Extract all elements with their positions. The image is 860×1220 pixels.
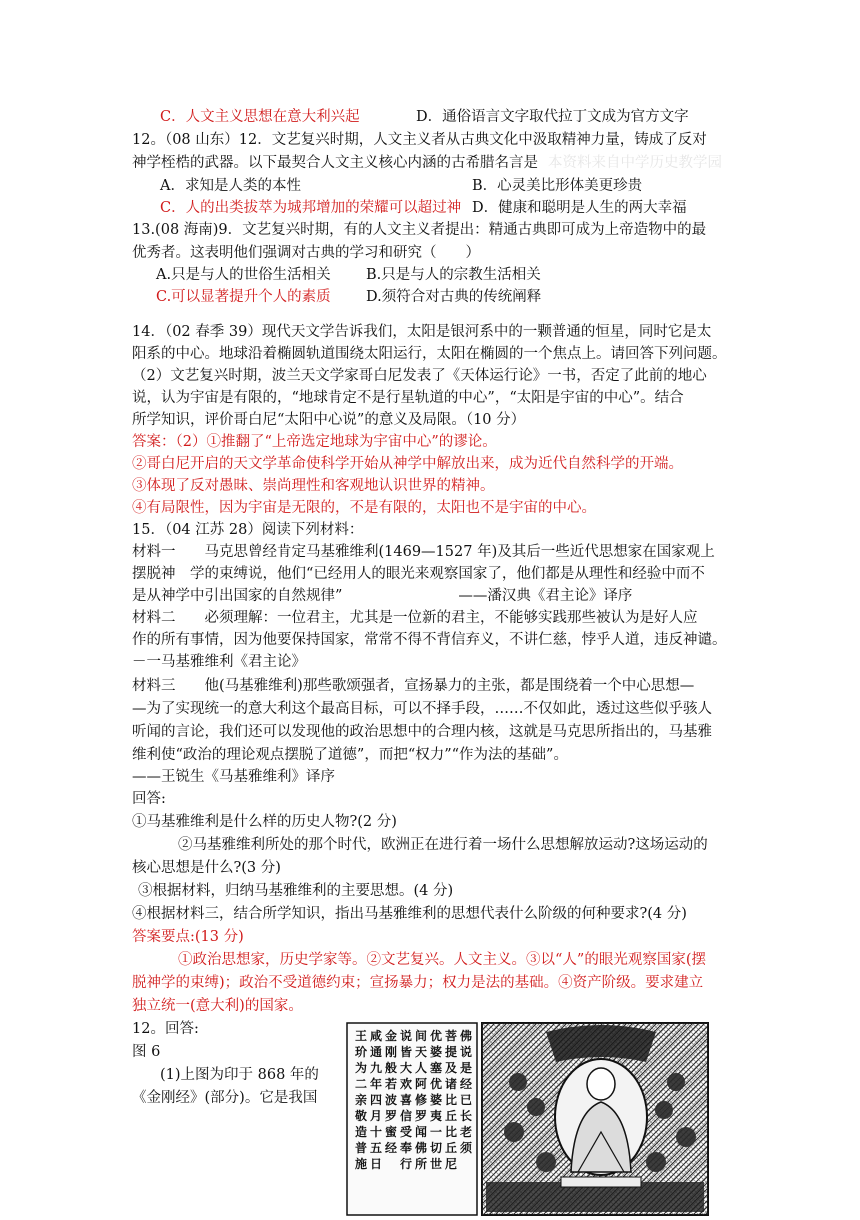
q15-heading: 15．（04 江苏 28）阅读下列材料： [132,522,364,538]
material1-line3: 是从神学中引出国家的自然规律” ——潘汉典《君主论》译序 [132,588,633,604]
q13-option-a: A.只是与人的世俗生活相关 [156,267,331,283]
scroll-glyph: 日 [369,1157,383,1171]
q15-sub3: ③根据材料，归纳马基雅维利的主要思想。(4 分) [138,883,454,899]
scroll-glyph: 王 [354,1029,368,1043]
scroll-glyph: 欢 [399,1077,413,1091]
scroll-glyph: 切 [429,1141,443,1155]
scroll-glyph: 长 [459,1109,473,1123]
scroll-glyph: 说 [459,1045,473,1059]
scroll-glyph: 丘 [444,1141,458,1155]
scroll-glyph: 蜜 [384,1125,398,1139]
scroll-glyph: 比 [444,1125,458,1139]
scroll-glyph: 般 [384,1061,398,1075]
q14-line3: （2）文艺复兴时期，波兰天文学家哥白尼发表了《天体运行论》一书，否定了此前的地心 [132,368,707,384]
scroll-glyph: 人 [414,1061,428,1075]
scroll-glyph: 天 [414,1045,428,1059]
scroll-glyph: 提 [444,1045,458,1059]
scroll-glyph: 为 [354,1061,368,1075]
scroll-glyph: 喜 [399,1093,413,1107]
scroll-glyph: 佛 [414,1141,428,1155]
q15-answer-line2: 脱神学的束缚)；政治不受道德约束；宣扬暴力；权力是法的基础。④资产阶级。要求建立 [132,975,704,991]
scroll-glyph: 优 [429,1029,443,1043]
scroll-glyph: 经 [384,1141,398,1155]
q14-line5: 所学知识，评价哥白尼“太阳中心说”的意义及局限。（10 分） [132,412,526,428]
q13-option-b: B.只是与人的宗教生活相关 [366,267,541,283]
scroll-glyph: 五 [369,1141,383,1155]
material3-line4: 维利使“政治的理论观点摆脱了道德”，而把“权力”“作为法的基础”。 [132,747,568,763]
scroll-glyph: 闻 [414,1125,428,1139]
q14-answer-4: ④有局限性，因为宇宙是无限的，不是有限的，太阳也不是宇宙的中心。 [132,500,596,516]
scroll-glyph: 九 [369,1061,383,1075]
scroll-glyph: 二 [354,1077,368,1091]
material1-line1: 材料一 马克思曾经肯定马基雅维利(1469—1527 年)及其后一些近代思想家在国家观上 [132,544,715,560]
scroll-glyph: 佛 [459,1029,473,1043]
q15-answer-heading: 答案要点:(13 分) [132,929,244,945]
q15-sub4: ④根据材料三，结合所学知识，指出马基雅维利的思想代表什么阶级的何种要求?(4 分) [132,906,687,922]
scroll-glyph: 间 [414,1029,428,1043]
q14-answer-1: 答案：（2）①推翻了“上帝选定地球为宇宙中心”的谬论。 [132,434,497,450]
material2-source: －一马基雅维利《君主论》 [132,654,306,670]
q11-option-d: D．通俗语言文字取代拉丁文成为官方文字 [416,109,689,125]
q13-option-c: C.可以显著提升个人的素质 [156,289,331,305]
scroll-glyph: 敬 [354,1109,368,1123]
q14-answer-3: ③体现了反对愚昧、崇尚理性和客观地认识世界的精神。 [132,478,495,494]
q15-answer-line1: ①政治思想家，历史学家等。②文艺复兴。人文主义。③以“人”的眼光观察国家(摆 [178,952,706,968]
q12b-heading: 12。回答: [132,1021,199,1037]
scroll-glyph: 说 [399,1029,413,1043]
q15-sub1: ①马基雅维利是什么样的历史人物?(2 分) [132,814,397,830]
scroll-glyph: 夷 [429,1109,443,1123]
scroll-glyph: 施 [354,1157,368,1171]
q15-sub2-line1: ②马基雅维利所处的那个时代，欧洲正在进行着一场什么思想解放运动?这场运动的 [178,837,708,853]
scroll-glyph: 大 [399,1061,413,1075]
scroll-glyph: 刚 [384,1045,398,1059]
scroll-glyph: 月 [369,1109,383,1123]
q12-option-d: D．健康和聪明是人生的两大幸福 [472,200,687,216]
q13-option-d: D.须符合对古典的传统阐释 [366,289,542,305]
scroll-glyph: 阿 [414,1077,428,1091]
q13-stem-line1: 13.(08 海南)9．文艺复兴时期，有的人文主义者提出：精通古典即可成为上帝造物中的最 [132,222,707,238]
material3-line3: 听闻的言论，我们还可以发现他的政治思想中的合理内核，这就是马克思所指出的，马基雅 [132,724,712,740]
q12-stem-line2: 神学桎梏的武器。以下最契合人文主义核心内涵的古希腊名言是 [132,155,538,171]
scroll-glyph: 是 [459,1061,473,1075]
scroll-glyph: 所 [414,1157,428,1171]
q14-line1: 14．（02 春季 39）现代天文学告诉我们，太阳是银河系中的一颗普通的恒星，同时它是太 [132,324,712,340]
scroll-glyph: 须 [459,1141,473,1155]
scroll-glyph: 造 [354,1125,368,1139]
material1-line2: 摆脱神 学的束缚说，他们“已经用人的眼光来观察国家了，他们都是从理性和经验中而不 [132,566,705,582]
scroll-glyph: 年 [369,1077,383,1091]
scroll-glyph: 波 [384,1093,398,1107]
scroll-glyph: 玠 [354,1045,368,1059]
scroll-glyph: 老 [459,1125,473,1139]
material2-line1: 材料二 必须理解：一位君主，尤其是一位新的君主，不能够实践那些被认为是好人应 [132,610,698,626]
scroll-glyph: 诸 [444,1077,458,1091]
q14-line2: 阳系的中心。地球沿着椭圆轨道围绕太阳运行，太阳在椭圆的一个焦点上。请回答下列问题。 [132,346,727,362]
scroll-glyph: 及 [444,1061,458,1075]
scroll-glyph: 婆 [429,1045,443,1059]
q12-option-b: B．心灵美比形体美更珍贵 [472,178,643,194]
scroll-glyph: 修 [414,1093,428,1107]
scroll-glyph: 信 [399,1109,413,1123]
scroll-glyph: 受 [399,1125,413,1139]
scroll-glyph: 罗 [384,1109,398,1123]
figure-label: 图 6 [132,1044,161,1060]
q15-answer-line3: 独立统一(意大利)的国家。 [132,998,303,1014]
scroll-glyph: 丘 [444,1109,458,1123]
q13-stem-line2: 优秀者。这表明他们强调对古典的学习和研究（ ） [132,245,480,261]
q12-option-a: A．求知是人类的本性 [160,178,301,194]
scroll-glyph: 一 [429,1125,443,1139]
scroll-glyph: 十 [369,1125,383,1139]
scroll-glyph: 亲 [354,1093,368,1107]
q12-option-c: C．人的出类拔萃为城邦增加的荣耀可以超过神 [160,200,462,216]
q15-sub2-line2: 核心思想是什么?(3 分) [132,860,281,876]
scroll-glyph: 罗 [414,1109,428,1123]
q14-answer-2: ②哥白尼开启的天文学革命使科学开始从神学中解放出来，成为近代自然科学的开端。 [132,456,683,472]
q12-stem-line1: 12。（08 山东）12．文艺复兴时期，人文主义者从古典文化中汲取精神力量，铸成了反对 [132,132,707,148]
scroll-glyph: 通 [369,1045,383,1059]
material3-line2: —为了实现统一的意大利这个最高目标，可以不择手段，……不仅如此，透过这些似乎骇人 [132,701,712,717]
scroll-glyph: 婆 [429,1093,443,1107]
q12b-text-line1: (1)上图为印于 868 年的 [160,1067,319,1083]
scroll-glyph: 菩 [444,1029,458,1043]
material2-line2: 作的所有事情，因为他要保持国家，常常不得不背信弃义，不讲仁慈，悖乎人道，违反神谴。 [132,632,727,648]
material3-line1: 材料三 他(马基雅维利)那些歌颂强者，宣扬暴力的主张，都是围绕着一个中心思想— [132,678,695,694]
scroll-glyph: 经 [459,1077,473,1091]
watermark-text: 本资料来自中学历史教学园 [548,155,722,171]
scroll-glyph: 咸 [369,1029,383,1043]
scroll-glyph: 行 [399,1157,413,1171]
scroll-glyph: 皆 [399,1045,413,1059]
scroll-glyph: 奉 [399,1141,413,1155]
scroll-glyph: 尼 [444,1157,458,1171]
q14-line4: 说，认为宇宙是有限的，“地球肯定不是行星轨道的中心”，“太阳是宇宙的中心”。结合 [132,390,684,406]
q12b-text-line2: 《金刚经》(部分)。它是我国 [132,1090,318,1106]
scroll-glyph: 已 [459,1093,473,1107]
diamond-sutra-print-image [346,1022,709,1216]
scroll-glyph: 若 [384,1077,398,1091]
scroll-glyph: 塞 [429,1061,443,1075]
scroll-glyph: 金 [384,1029,398,1043]
scroll-glyph: 四 [369,1093,383,1107]
q11-option-c: C．人文主义思想在意大利兴起 [160,109,360,125]
scroll-glyph: 优 [429,1077,443,1091]
scroll-glyph: 比 [444,1093,458,1107]
scroll-glyph: 普 [354,1141,368,1155]
answer-prompt: 回答: [132,791,166,807]
diamond-sutra-figure [346,1022,709,1216]
scroll-glyph: 世 [429,1157,443,1171]
material3-source: ——王锐生《马基雅维利》译序 [132,769,335,785]
